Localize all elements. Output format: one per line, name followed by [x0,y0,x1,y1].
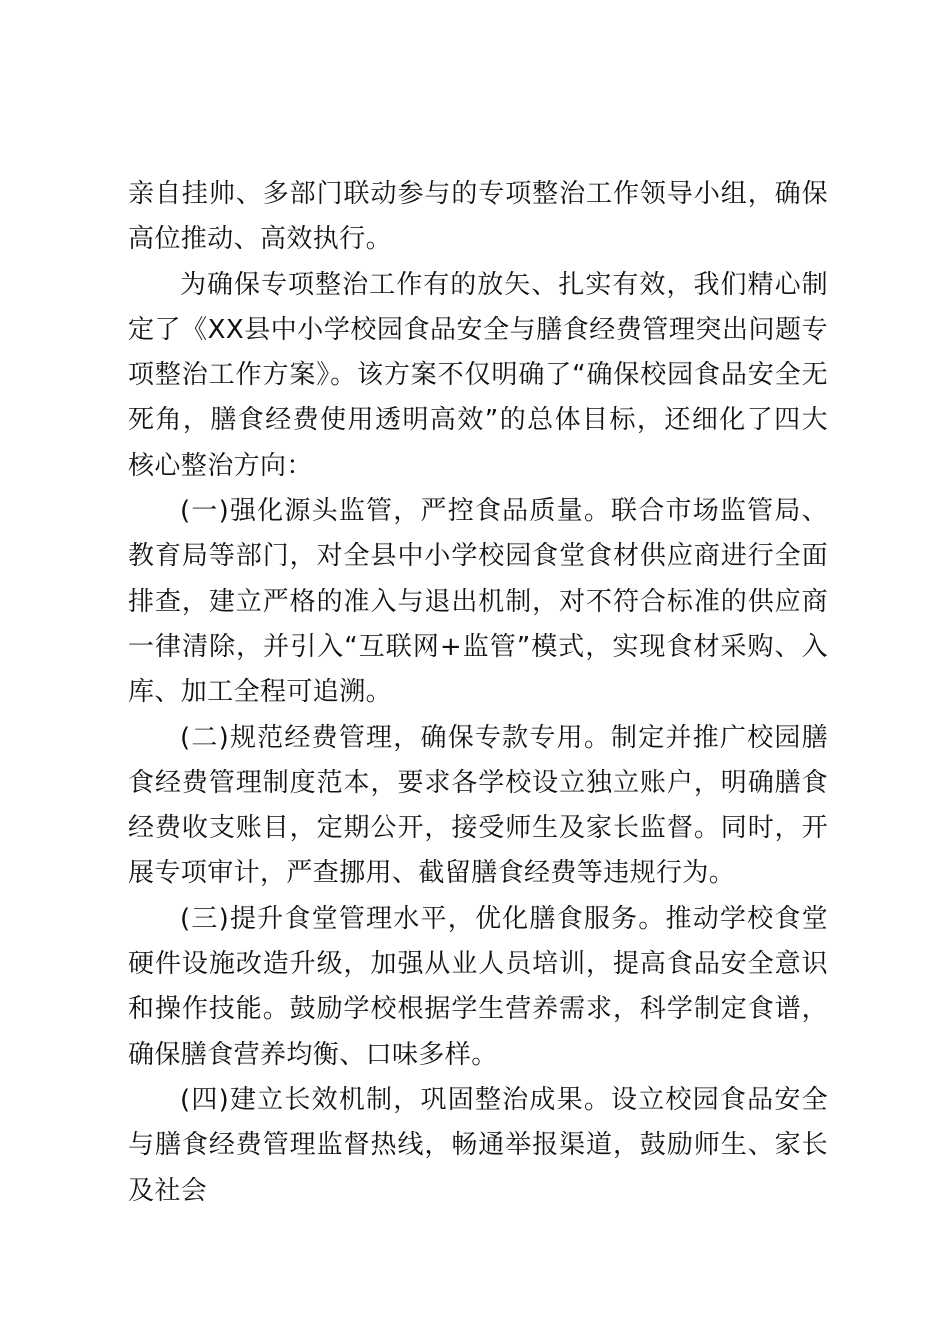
document-body [128,172,828,1214]
paragraph-long-term-mechanism: (四)建立长效机制，巩固整治成果。设立校园食品安全与膳食经费管理监督热线，畅通举报渠道，鼓励师生、家长及社会 [128,1084,828,1206]
paragraph-source-supervision: (一)强化源头监管，严控食品质量。联合市场监管局、教育局等部门，对全县中小学校园食堂食材供应商进行全面排查，建立严格的准入与退出机制，对不符合标准的供应商一律清除，并引入“互联网+监管”模式，实现食材采购、入库、加工全程可追溯。 [128,496,828,708]
paragraph-funding-management: (二)规范经费管理，确保专款专用。制定并推广校园膳食经费管理制度范本，要求各学校设立独立账户，明确膳食经费收支账目，定期公开，接受师生及家长监督。同时，开展专项审计，严查挪用、截留膳食经费等违规行为。 [128,722,828,889]
paragraph-leadership-group: 亲自挂帅、多部门联动参与的专项整治工作领导小组，确保高位推动、高效执行。 [128,179,828,255]
paragraph-canteen-management: (三)提升食堂管理水平，优化膳食服务。推动学校食堂硬件设施改造升级，加强从业人员培训，提高食品安全意识和操作技能。鼓励学校根据学生营养需求，科学制定食谱，确保膳食营养均衡、口味多样。 [128,903,828,1070]
paragraph-work-plan: 为确保专项整治工作有的放矢、扎实有效，我们精心制定了《XX县中小学校园食品安全与膳食经费管理突出问题专项整治工作方案》。该方案不仅明确了“确保校园食品安全无死角，膳食经费使用透明高效”的总体目标，还细化了四大核心整治方向： [128,269,828,481]
